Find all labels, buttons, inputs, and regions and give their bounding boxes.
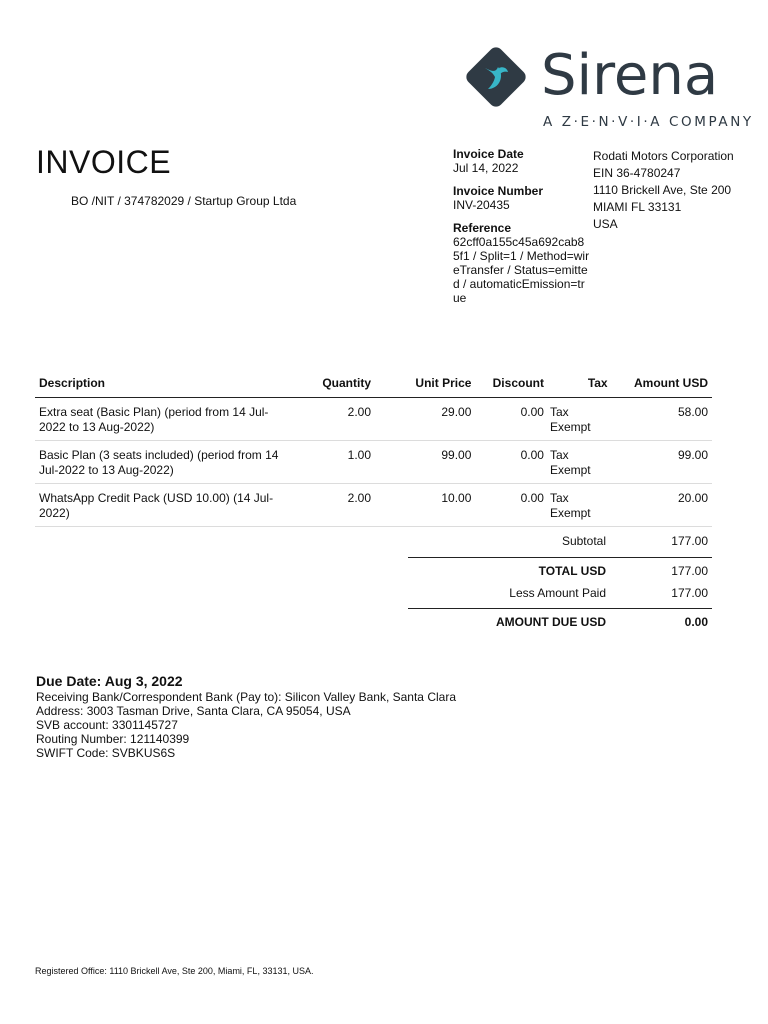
- row-unit-price: 29.00: [441, 405, 472, 419]
- table-header: [35, 369, 712, 398]
- table-row: [35, 484, 712, 527]
- bank-name: Receiving Bank/Correspondent Bank (Pay to): Silicon Valley Bank, Santa Clara: [36, 690, 456, 704]
- row-tax: Tax Exempt: [549, 491, 591, 520]
- row-amount: 20.00: [677, 491, 708, 505]
- due-date: Due Date: Aug 3, 2022: [36, 673, 183, 689]
- header-tax: Tax: [587, 376, 608, 390]
- bank-address: Address: 3003 Tasman Drive, Santa Clara, CA 95054, USA: [36, 704, 351, 718]
- customer-line: BO /NIT / 374782029 / Startup Group Ltda: [71, 194, 297, 208]
- company-ein: EIN 36-4780247: [593, 166, 681, 180]
- company-country: USA: [593, 217, 618, 231]
- subtotal-label: Subtotal: [561, 534, 606, 548]
- header-amount: Amount USD: [634, 376, 709, 390]
- total-label: TOTAL USD: [538, 564, 606, 578]
- sirena-logo-icon: [463, 44, 529, 110]
- invoice-date-label: Invoice Date: [453, 147, 524, 161]
- footer-registered-office: Registered Office: 1110 Brickell Ave, Ste 200, Miami, FL, 33131, USA.: [35, 966, 314, 976]
- amount-paid-value: 177.00: [671, 586, 708, 600]
- invoice-number-label: Invoice Number: [453, 184, 544, 198]
- table-row: [35, 441, 712, 484]
- row-quantity: 2.00: [347, 405, 371, 419]
- invoice-date-group: [453, 147, 593, 175]
- invoice-meta: [453, 147, 593, 314]
- swift-code: SWIFT Code: SVBKUS6S: [36, 746, 176, 760]
- row-discount: 0.00: [520, 448, 544, 462]
- row-amount: 99.00: [677, 448, 708, 462]
- bank-details: [36, 690, 456, 760]
- reference-group: [453, 221, 593, 305]
- invoice-date-value: Jul 14, 2022: [453, 161, 519, 175]
- header-quantity: Quantity: [322, 376, 372, 390]
- amount-due-value: 0.00: [684, 615, 708, 629]
- routing-number: Routing Number: 121140399: [36, 732, 190, 746]
- row-unit-price: 10.00: [441, 491, 472, 505]
- row-quantity: 2.00: [347, 491, 371, 505]
- line-items-table: [35, 369, 712, 527]
- row-tax: Tax Exempt: [549, 448, 591, 477]
- row-quantity: 1.00: [347, 448, 371, 462]
- amount-due-row: [408, 615, 712, 629]
- bank-account: SVB account: 3301145727: [36, 718, 178, 732]
- row-tax: Tax Exempt: [549, 405, 591, 434]
- invoice-number-group: [453, 184, 593, 212]
- divider: [408, 557, 712, 558]
- company-address-line1: 1110 Brickell Ave, Ste 200: [593, 183, 732, 197]
- table-row: [35, 398, 712, 441]
- row-discount: 0.00: [520, 405, 544, 419]
- company-address: [593, 148, 734, 233]
- header-unit-price: Unit Price: [415, 376, 472, 390]
- reference-value: 62cff0a155c45a692cab85f1 / Split=1 / Method=wireTransfer / Status=emitted / automaticEmission=true: [453, 235, 590, 305]
- row-unit-price: 99.00: [441, 448, 472, 462]
- row-discount: 0.00: [520, 491, 544, 505]
- page-title: INVOICE: [36, 144, 172, 180]
- amount-paid-row: [408, 586, 712, 600]
- company-logo: [463, 43, 754, 136]
- header-description: Description: [39, 376, 106, 390]
- invoice-number-value: INV-20435: [453, 198, 510, 212]
- company-name: Rodati Motors Corporation: [593, 149, 734, 163]
- logo-wordmark: Sirena: [541, 43, 719, 108]
- header-discount: Discount: [492, 376, 544, 390]
- divider: [408, 608, 712, 609]
- amount-paid-label: Less Amount Paid: [509, 586, 606, 600]
- reference-label: Reference: [453, 221, 512, 235]
- total-row: [408, 564, 712, 578]
- row-description: Extra seat (Basic Plan) (period from 14 Jul-2022 to 13 Aug-2022): [39, 405, 269, 434]
- logo-tagline: A Z·E·N·V·I·A COMPANY: [543, 114, 754, 130]
- subtotal-row: [408, 534, 712, 548]
- subtotal-value: 177.00: [671, 534, 708, 548]
- row-description: WhatsApp Credit Pack (USD 10.00) (14 Jul-2022): [39, 491, 274, 520]
- row-amount: 58.00: [677, 405, 708, 419]
- amount-due-label: AMOUNT DUE USD: [496, 615, 606, 629]
- row-description: Basic Plan (3 seats included) (period from 14 Jul-2022 to 13 Aug-2022): [39, 448, 279, 477]
- total-value: 177.00: [671, 564, 708, 578]
- company-address-line2: MIAMI FL 33131: [593, 200, 682, 214]
